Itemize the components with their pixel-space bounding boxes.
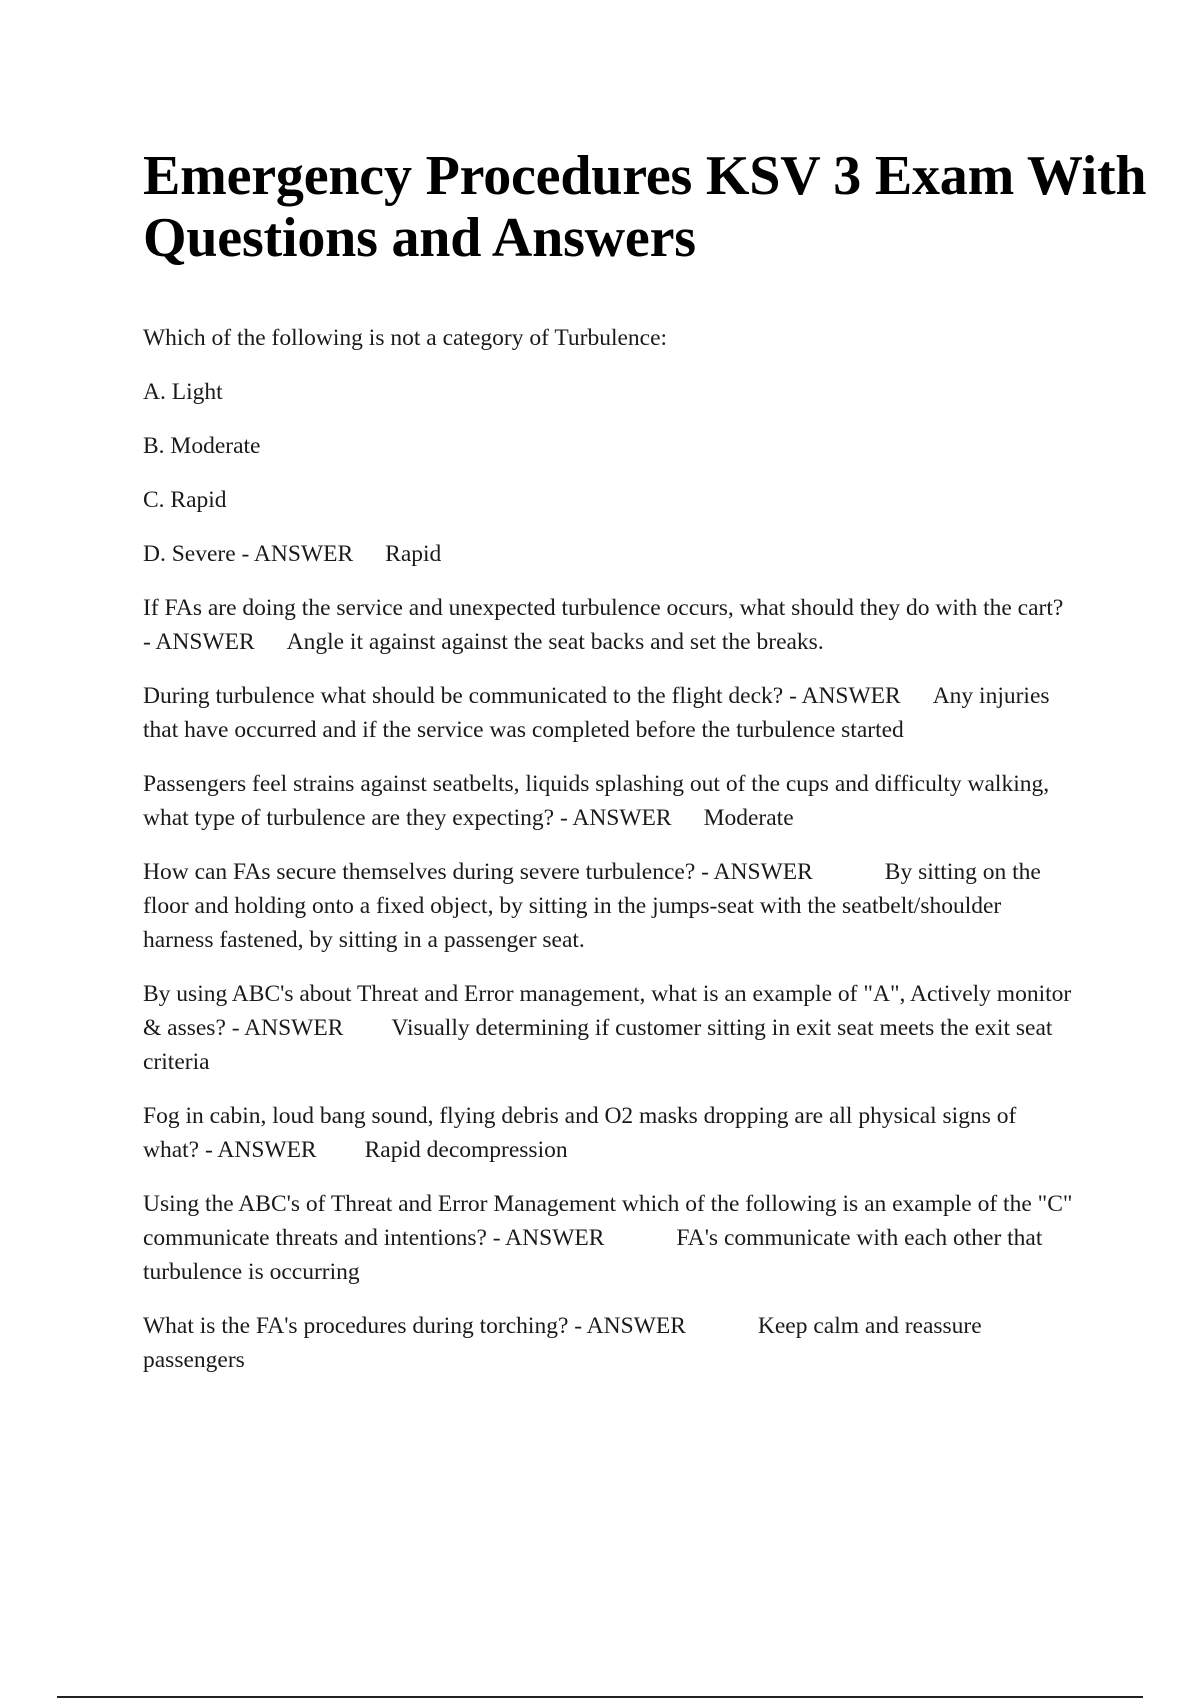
question-0 xyxy=(143,321,1073,355)
footer-divider xyxy=(57,1696,1143,1698)
option-b xyxy=(143,429,1073,463)
answer-text: Any injuries that have occurred and if the service was completed before the turbulence started xyxy=(143,683,1050,743)
question-text: Fog in cabin, loud bang sound, flying debris and O2 masks dropping are all physical signs of what? - ANSWER xyxy=(143,1103,1017,1163)
option-text: C. Rapid xyxy=(143,487,227,513)
question-text: By using ABC's about Threat and Error management, what is an example of "A", Actively monitor & asses? - ANSWER xyxy=(143,981,1072,1041)
question-2 xyxy=(143,679,1073,747)
option-a xyxy=(143,375,1073,409)
document-page xyxy=(143,145,1173,1397)
answer-text: Visually determining if customer sitting in exit seat meets the exit seat criteria xyxy=(143,1015,1053,1075)
question-text: During turbulence what should be communicated to the flight deck? - ANSWER xyxy=(143,683,901,709)
question-text: Using the ABC's of Threat and Error Management which of the following is an example of the "C" communicate threats and intentions? - ANSWER xyxy=(143,1191,1073,1251)
answer-text: FA's communicate with each other that turbulence is occurring xyxy=(143,1225,1043,1285)
question-text: What is the FA's procedures during torching? - ANSWER xyxy=(143,1313,686,1339)
question-1 xyxy=(143,591,1073,659)
option-text: B. Moderate xyxy=(143,433,261,459)
document-title: Emergency Procedures KSV 3 Exam With Questions and Answers xyxy=(143,145,1147,269)
question-7 xyxy=(143,1187,1073,1289)
option-d xyxy=(143,537,1073,571)
option-c xyxy=(143,483,1073,517)
question-8 xyxy=(143,1309,1073,1377)
answer-text: Moderate xyxy=(703,805,794,831)
question-6 xyxy=(143,1099,1073,1167)
option-text: D. Severe - ANSWER xyxy=(143,541,354,567)
answer-text: Keep calm and reassure passengers xyxy=(143,1313,982,1373)
question-text: If FAs are doing the service and unexpected turbulence occurs, what should they do with the cart? - ANSWER xyxy=(143,595,1064,655)
question-text: Which of the following is not a category of Turbulence: xyxy=(143,325,668,351)
answer-text: Rapid decompression xyxy=(364,1137,568,1163)
answer-text: Angle it against against the seat backs and set the breaks. xyxy=(286,629,824,655)
question-4 xyxy=(143,855,1073,957)
question-text: How can FAs secure themselves during severe turbulence? - ANSWER xyxy=(143,859,813,885)
answer-text: Rapid xyxy=(385,541,442,567)
question-text: Passengers feel strains against seatbelts, liquids splashing out of the cups and difficulty walking, what type of turbulence are they expecting? - ANSWER xyxy=(143,771,1050,831)
question-3 xyxy=(143,767,1073,835)
question-5 xyxy=(143,977,1073,1079)
answer-text: By sitting on the floor and holding onto a fixed object, by sitting in the jumps-seat with the seatbelt/shoulder harness fastened, by sitting in a passenger seat. xyxy=(143,859,1041,953)
option-text: A. Light xyxy=(143,379,223,405)
